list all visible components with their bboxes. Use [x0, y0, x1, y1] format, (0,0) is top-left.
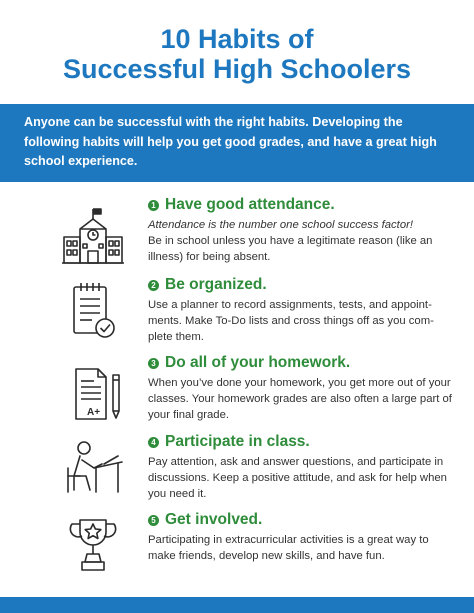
habit-title-1: Have good attendance. [165, 196, 335, 213]
habit-content-4 [148, 432, 458, 502]
title-line-2: Successful High Schoolers [62, 54, 412, 84]
page-title [0, 24, 474, 84]
habit-title-4: Participate in class. [165, 433, 310, 450]
habit-heading-4 [148, 432, 458, 452]
habit-content-2 [148, 275, 458, 345]
habit-content-3 [148, 353, 458, 423]
trophy-icon [60, 516, 126, 576]
intro-banner [0, 104, 474, 182]
footer-bar [0, 597, 474, 613]
habit-text-1: Be in school unless you have a legitimate reason (like an illness) for being absent. [148, 235, 433, 263]
habit-number-4: 4 [148, 437, 159, 448]
habit-title-2: Be organized. [165, 276, 267, 293]
habit-italic-1: Attendance is the number one school success factor! [148, 219, 413, 231]
habit-heading-3 [148, 353, 458, 373]
title-line-1: 10 Habits of [160, 24, 314, 54]
school-building-icon [60, 207, 126, 267]
habit-text-4: Pay attention, ask and answer questions, and participate in discussions. Keep a positive attitude, and ask for help when you need it. [148, 456, 447, 500]
graded-paper-pencil-icon [60, 365, 126, 425]
habit-text-2: Use a planner to record assignments, tests, and appoint-ments. Make To-Do lists and cross things off as you com-plete them. [148, 299, 434, 343]
habit-heading-1 [148, 195, 458, 215]
habit-heading-2 [148, 275, 458, 295]
habit-number-5: 5 [148, 515, 159, 526]
habit-text-5: Participating in extracurricular activities is a great way to make friends, develop new skills, and have fun. [148, 534, 429, 562]
habit-content-1 [148, 195, 458, 265]
habit-text-3: When you’ve done your homework, you get more out of your classes. Your homework grades are also often a large part of your final grade. [148, 377, 452, 421]
intro-text: Anyone can be successful with the right habits. Developing the following habits will help you get good grades, and have a great high school experience. [24, 115, 437, 168]
student-desk-icon [60, 438, 126, 498]
habit-title-5: Get involved. [165, 511, 263, 528]
paper-grade-label: A+ [87, 407, 101, 418]
habit-heading-5 [148, 510, 458, 530]
habit-number-1: 1 [148, 200, 159, 211]
habit-number-3: 3 [148, 358, 159, 369]
habit-content-5 [148, 510, 458, 564]
habit-title-3: Do all of your homework. [165, 354, 351, 371]
checklist-icon [60, 281, 126, 341]
habit-number-2: 2 [148, 280, 159, 291]
